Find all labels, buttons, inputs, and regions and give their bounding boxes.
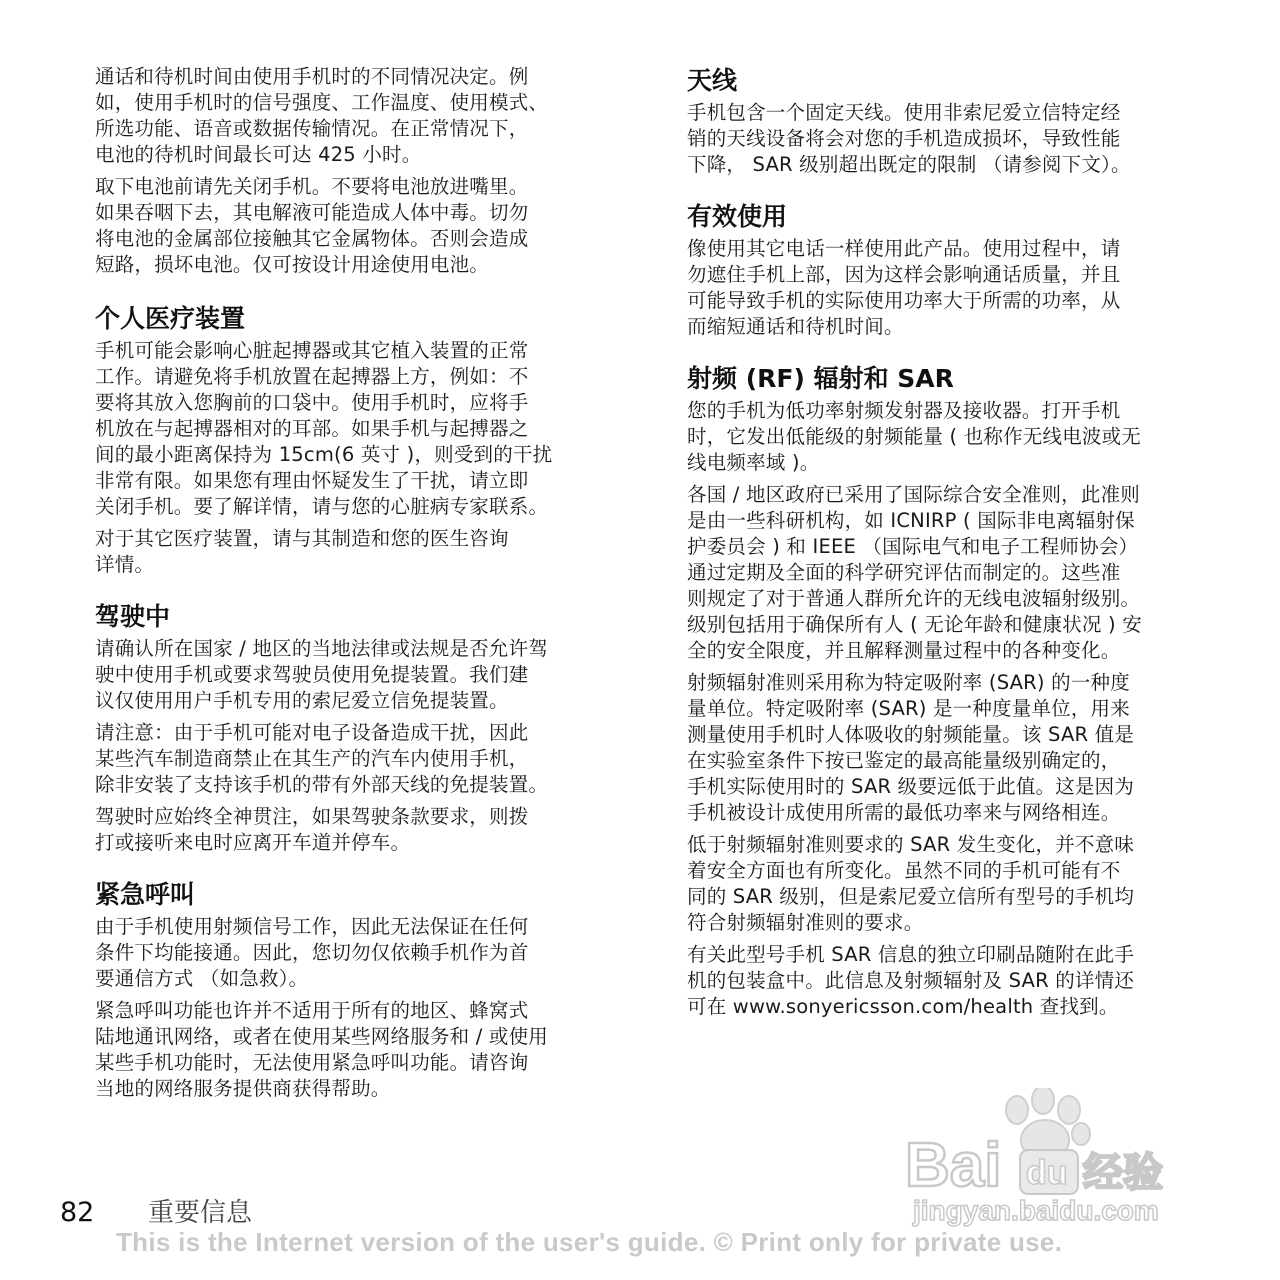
du-badge	[1020, 1150, 1078, 1194]
medical-devices-section	[95, 302, 607, 578]
rf-paragraph-5: 有关此型号手机 SAR 信息的独立印刷品随附在此手 机的包装盒中。此信息及射频辐射及 SAR 的详情还 可在 www.sonyericsson.com/health 查找到。	[687, 943, 1135, 1018]
rf-paragraph-3: 射频辐射准则采用称为特定吸附率 (SAR) 的一种度 量单位。特定吸附率 (SAR) 是一种度量单位，用来 测量使用手机时人体吸收的射频能量。该 SAR 值是 在实验室条件下按已鉴定的最高能量级别确定的， 手机实际使用时的 SAR 级要远低于此值。这是因为 手机被设计成使用所需的最低功率来与网络相连。	[687, 671, 1135, 824]
driving-paragraph-2: 请注意：由于手机可能对电子设备造成干扰，因此 某些汽车制造商禁止在其生产的汽车内使用手机， 除非安装了支持该手机的带有外部天线的免提装置。	[95, 721, 549, 796]
rf-paragraph-4: 低于射频辐射准则要求的 SAR 发生变化，并不意味 着安全方面也有所变化。虽然不同的手机可能有不 同的 SAR 级别，但是索尼爱立信所有型号的手机均 符合射频辐射准则的要求。	[687, 833, 1135, 934]
emergency-calls-section	[95, 878, 607, 1102]
medical-paragraph-1: 手机可能会影响心脏起搏器或其它植入装置的正常 工作。请避免将手机放置在起搏器上方，例如：不 要将其放入您胸前的口袋中。使用手机时，应将手 机放在与起搏器相对的耳部。如果手机与起搏器之 间的最小距离保持为 15cm(6 英寸 )，则受到的干扰 非常有限。如果您有理由怀疑发生了干扰，请立即 关闭手机。要了解详情，请与您的心脏病专家联系。	[95, 339, 553, 518]
driving-paragraph-1: 请确认所在国家 / 地区的当地法律或法规是否允许驾 驶中使用手机或要求驾驶员使用免提装置。我们建 议仅使用用户手机专用的索尼爱立信免提装置。	[95, 637, 548, 712]
driving-paragraph-3: 驾驶时应始终全神贯注，如果驾驶条款要求，则拨 打或接听来电时应离开车道并停车。	[95, 805, 529, 854]
rf-paragraph-1: 您的手机为低功率射频发射器及接收器。打开手机 时，它发出低能级的射频能量 ( 也称作无线电波或无 线电频率域 )。	[687, 399, 1142, 474]
page-number: 82	[60, 1197, 95, 1228]
page-section-title: 重要信息	[148, 1198, 253, 1228]
internet-version-notice: This is the Internet version of the user's guide. © Print only for private use.	[116, 1227, 1063, 1257]
antenna-section	[687, 64, 1199, 178]
svg-text:经验: 经验	[1083, 1150, 1163, 1196]
emergency-paragraph-2: 紧急呼叫功能也许并不适用于所有的地区、蜂窝式 陆地通讯网络，或者在使用某些网络服务和 / 或使用 某些手机功能时，无法使用紧急呼叫功能。请咨询 当地的网络服务提供商获得帮助。	[95, 999, 548, 1100]
rf-paragraph-2: 各国 / 地区政府已采用了国际综合安全准则，此准则 是由一些科研机构，如 ICNIRP ( 国际非电离辐射保 护委员会 ) 和 IEEE （国际电气和电子工程师协会） 通过定期及全面的科学研究评估而制定的。这些准 则规定了对于普通人群所允许的无线电波辐射级别。 级别包括用于确保所有人 ( 无论年龄和健康状况 ) 安 全的安全限度，并且解释测量过程中的各种变化。	[687, 483, 1142, 662]
battery-section	[95, 64, 607, 278]
antenna-heading: 天线	[687, 66, 738, 95]
watermark-url: jingyan.baidu.com	[913, 1195, 1159, 1226]
driving-section	[95, 600, 607, 856]
medical-paragraph-2: 对于其它医疗装置，请与其制造和您的医生咨询 详情。	[95, 527, 509, 576]
medical-devices-heading: 个人医疗装置	[95, 304, 246, 333]
battery-paragraph-2: 取下电池前请先关闭手机。不要将电池放进嘴里。 如果吞咽下去，其电解液可能造成人体中毒。切勿 将电池的金属部位接触其它金属物体。否则会造成 短路，损坏电池。仅可按设计用途使用电池。	[95, 175, 529, 276]
rf-sar-section	[687, 362, 1199, 1020]
efficient-use-section	[687, 200, 1199, 340]
efficient-use-heading: 有效使用	[687, 202, 788, 231]
rf-sar-heading: 射频 (RF) 辐射和 SAR	[687, 364, 954, 393]
right-column	[687, 64, 1199, 1042]
efficient-use-paragraph: 像使用其它电话一样使用此产品。使用过程中，请 勿遮住手机上部，因为这样会影响通话质量，并且 可能导致手机的实际使用功率大于所需的功率，从 而缩短通话和待机时间。	[687, 237, 1121, 338]
svg-text:du: du	[1026, 1154, 1068, 1192]
driving-heading: 驾驶中	[95, 602, 171, 631]
left-column	[95, 64, 607, 1124]
battery-paragraph-1: 通话和待机时间由使用手机时的不同情况决定。例 如，使用手机时的信号强度、工作温度、使用模式、 所选功能、语音或数据传输情况。在正常情况下， 电池的待机时间最长可达 425 小时。	[95, 65, 549, 166]
emergency-paragraph-1: 由于手机使用射频信号工作，因此无法保证在任何 条件下均能接通。因此，您切勿仅依赖手机作为首 要通信方式 （如急救）。	[95, 915, 529, 990]
emergency-calls-heading: 紧急呼叫	[95, 880, 196, 909]
svg-text:Bai: Bai	[905, 1131, 1002, 1200]
baidu-jingyan-watermark	[905, 1088, 1205, 1228]
antenna-paragraph: 手机包含一个固定天线。使用非索尼爱立信特定经 销的天线设备将会对您的手机造成损坏，导致性能 下降， SAR 级别超出既定的限制 （请参阅下文）。	[687, 101, 1131, 176]
